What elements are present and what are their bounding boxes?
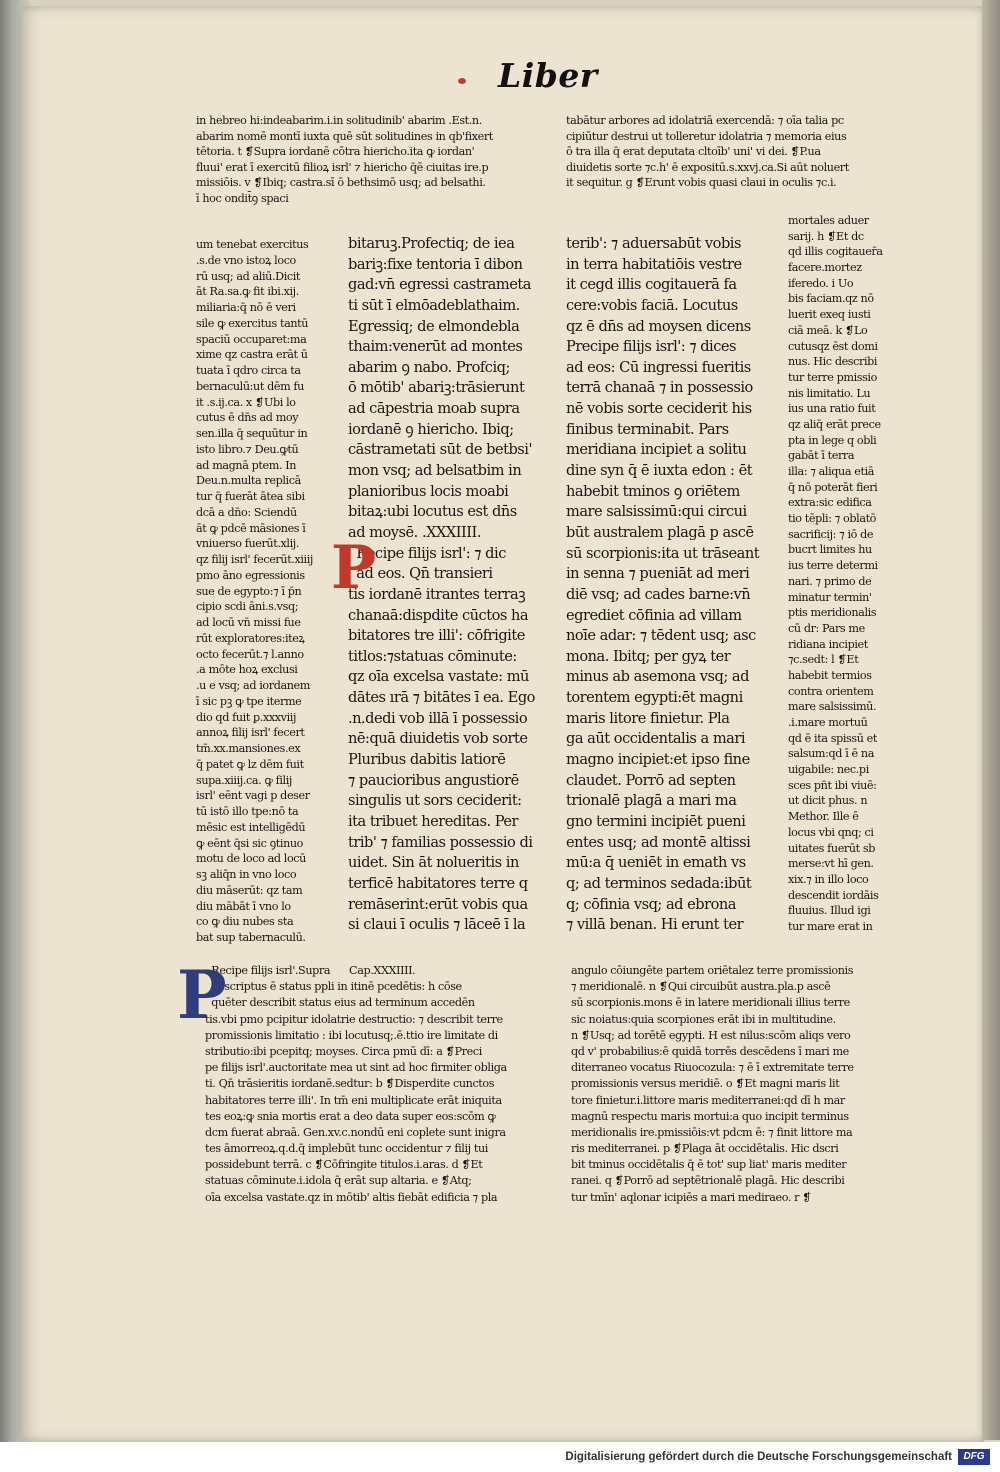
- text-line: mare salsissimū.: [788, 700, 877, 714]
- text-line: it .s.ij.ca. x ❡Ubi lo: [196, 395, 296, 409]
- text-line: ⁊ villā benan. Hi erunt ter: [566, 916, 744, 934]
- text-line: in hebreo hi:indeabarim.i.in solitudinib' abarim .Est.n.: [196, 114, 482, 127]
- text-line: stributio:ibi pcepitq; moyses. Circa pmū dī: a ❡Preci: [205, 1044, 482, 1058]
- text-line: ti. Qn̄ trāsieritis iordanē.sedtur: b ❡Disperdite cunctos: [205, 1077, 495, 1091]
- text-line: q̄ nō poterāt fieri: [788, 480, 878, 494]
- text-line: diu māserūt: qz tam: [196, 883, 303, 897]
- text-line: cutusqz ēst domi: [788, 339, 878, 353]
- text-line: torentem egypti:ēt magni: [566, 689, 743, 707]
- text-line: ius terre determi: [788, 559, 878, 573]
- text-line: ga aūt occidentalis a mari: [566, 730, 746, 748]
- text-line: terficē habitatores terre q: [348, 874, 528, 892]
- text-line: pe filijs isrl'.auctoritate mea ut sint ad hoc firmiter obliga: [205, 1061, 507, 1075]
- footer-bar: [0, 1442, 1000, 1472]
- text-line: tur q̄ fuerāt ātea sibi: [196, 490, 305, 503]
- text-line: diterraneo vocatus Riuocozula: ⁊ ē ī extremitate terre: [571, 1061, 854, 1075]
- footer-credit: Digitalisierung gefördert durch die Deutsche Forschungsgemeinschaft: [565, 1451, 952, 1463]
- text-line: claudet. Porrō ad septen: [566, 771, 736, 789]
- text-line: tur terre pmissio: [788, 370, 877, 384]
- text-line: ptis meridionalis: [788, 606, 877, 620]
- text-line: ⁊c.sedt: l ❡Et: [788, 653, 859, 667]
- text-line: n ❡Usq; ad torētē egypti. H est nilus:scōm aliqs vero: [571, 1028, 851, 1042]
- text-line: singulis ut sors ceciderit:: [348, 792, 522, 810]
- text-line: ti sūt ī elmōadeblathaim.: [348, 296, 520, 314]
- text-line: sacrificij: ⁊ iō de: [788, 527, 874, 541]
- text-line: in terra habitatiōis vestre: [566, 255, 742, 273]
- text-line: sen.illa q̄ sequūtur in: [196, 427, 308, 440]
- text-line: tore finietur.i.littore maris mediterranei:qd dī h mar: [571, 1093, 845, 1107]
- text-line: noīe adar: ⁊ tēdent usq; asc: [566, 627, 756, 645]
- text-line: tio tēpli: ⁊ oblatō: [788, 512, 877, 526]
- text-line: fluui' erat ī exercitū filioꝝ isrl' ⁊ hiericho q̄ē ciuitas ire.p: [196, 160, 489, 174]
- text-line: illa: ⁊ aliqua etiā: [788, 465, 875, 478]
- text-line: iordanē ꝯ hiericho. Ibiq;: [348, 420, 514, 438]
- text-line: egrediet cōfinia ad villam: [566, 606, 742, 624]
- text-line: qd illis cogitauer̄a: [788, 245, 883, 259]
- text-line: ⁊ meridionalē. n ❡Qui circuibūt austra.pla.p ascē: [571, 980, 831, 994]
- text-line: sic noiatus:quia scorpiones erāt ibi in multitudine.: [571, 1012, 836, 1026]
- text-line: xix.⁊ in illo loco: [788, 872, 869, 886]
- text-line: uidet. Sin āt nolueritis in: [348, 854, 519, 872]
- text-line: nari. ⁊ primo de: [788, 574, 872, 588]
- text-line: um tenebat exercitus: [196, 238, 309, 251]
- text-line: sꝫ aliq̄n in vno loco: [196, 868, 297, 881]
- text-line: nis limitatio. Lu: [788, 386, 871, 400]
- gloss-top-right: [566, 113, 849, 191]
- text-line: terib': ⁊ aduersabūt vobis: [566, 235, 741, 252]
- text-line: xime qz castra erāt ū: [196, 348, 308, 362]
- text-line: būt australem plagā p ascē: [566, 523, 754, 541]
- text-line: cāstrametati sūt de betbsi': [348, 441, 532, 459]
- text-line: abarim ꝯ nabo. Profciq;: [348, 358, 510, 376]
- text-line: missiōis. v ❡Ibiq; castra.sī ō bethsimō usq; ad belsathi.: [196, 176, 486, 190]
- text-line: luerit exeq iusti: [788, 308, 871, 322]
- text-line: promissionis limitatio : ibi locutusq;.ē.ttio ire limitate di: [205, 1028, 498, 1042]
- text-line: trionalē plagā a mari ma: [566, 792, 737, 810]
- text-line: ius una ratio fuit: [788, 402, 876, 416]
- main-text-column-2: [566, 234, 759, 936]
- text-line: ī sic pꝫ ꝙ tpe iterme: [196, 694, 302, 708]
- text-line: tabātur arbores ad idolatriā exercendā: ⁊ oīa talia pc: [566, 114, 844, 127]
- text-line: mon vsq; ad belsatbim in: [348, 462, 522, 480]
- initial-letter-blue: P: [177, 956, 227, 1034]
- text-line: facere.mortez: [788, 261, 862, 275]
- text-line: ris mediterranei. p ❡Plaga āt occidētalis. Hic dscri: [571, 1142, 839, 1156]
- text-line: .a mōte hoꝝ exclusi: [196, 663, 298, 677]
- text-line: nus. Hic describi: [788, 355, 878, 369]
- text-line: magno incipiet:et ipso fine: [566, 751, 750, 769]
- text-line: ranei. q ❡Porrō ad septētrionalē plagā. Hic describi: [571, 1174, 845, 1188]
- text-line: merse:vt hī gen.: [788, 857, 874, 871]
- text-line: qd v' probabilius:ē quidā torrēs descēdens ī mari me: [571, 1044, 849, 1058]
- text-line: it sequitur. g ❡Erunt vobis quasi claui in oculis ⁊c.i.: [566, 176, 837, 190]
- text-line: gad:vn̄ egressi castrameta: [348, 276, 531, 294]
- text-line: tētoria. t ❡Supra iordanē cōtra hiericho.ita ꝙ iordan': [196, 145, 475, 159]
- text-line: Recipe filijs isrl'.Supra Cap.XXXIIII.: [205, 964, 416, 977]
- text-line: ī hoc ondit̄ꝯ spaci: [196, 191, 289, 205]
- gloss-bottom-left: [205, 963, 507, 1206]
- text-line: āt Ra.sa.ꝙ fit ibi.xij.: [196, 285, 299, 299]
- text-line: sue de egypto:⁊ ī p̄n: [196, 584, 302, 598]
- text-line: ⁊ paucioribus angustiorē: [348, 771, 519, 789]
- text-line: descriptus ē status ppli in itinē pcedētis: h cōse: [205, 980, 462, 994]
- text-line: octo fecerūt.⁊ l.anno: [196, 647, 304, 661]
- text-line: rū usq; ad aliū.Dicit: [196, 269, 301, 283]
- text-line: q; ad terminos sedada:ibūt: [566, 874, 752, 892]
- text-line: ō tra illa q̄ erat deputata cltoīb' uni' vi dei. ❡P.ua: [566, 145, 821, 159]
- text-line: ad locū vn̄ missi fue: [196, 616, 301, 629]
- text-line: Recipe filijs isrl': ⁊ dic: [348, 544, 506, 562]
- text-line: salsum:qd ī ē na: [788, 747, 874, 761]
- text-line: .n.dedi vob illā ī possessio: [348, 709, 528, 727]
- text-line: uitates fuerūt sb: [788, 841, 876, 855]
- text-line: .i.mare mortuū: [788, 716, 868, 729]
- text-line: sū scorpionis:ita ut trāseant: [566, 544, 760, 562]
- text-line: entes usq; ad montē altissi: [566, 833, 751, 851]
- text-line: Deu.n.multa replicā: [196, 474, 301, 488]
- text-line: .u e vsq; ad iordanem: [196, 679, 310, 692]
- text-line: oīa excelsa vastate.qz in mōtib' altis fiebāt edificia ⁊ pla: [205, 1190, 498, 1204]
- text-line: ad moysē. .XXXIIII.: [348, 523, 481, 541]
- text-line: dine syn q̄ ē iuxta edon : ēt: [566, 462, 753, 480]
- text-line: qz filij isrl' fecerūt.xiiij: [196, 553, 313, 566]
- text-line: tur tmīn' aqlonar icipiēs a mari mediraeo. r ❡: [571, 1190, 812, 1204]
- text-line: it cegd illis cogitauerā fa: [566, 276, 737, 294]
- text-line: diu mābāt ī vno lo: [196, 899, 291, 913]
- text-line: spaciū occuparet:ma: [196, 332, 307, 346]
- text-line: tis iordanē itrantes terraꝫ: [348, 585, 526, 603]
- text-line: bucrt limites hu: [788, 543, 872, 557]
- text-line: extra:sic edifica: [788, 496, 872, 510]
- gloss-left-column: [196, 237, 313, 946]
- text-line: locus vbi qnq; ci: [788, 825, 874, 839]
- text-line: sile ꝙ exercitus tantū: [196, 316, 309, 330]
- text-line: diuidetis sorte ⁊c.h' ē expositū.s.xxvj.ca.Si aūt noluert: [566, 160, 849, 174]
- text-line: bariꝫ:fixe tentoria ī dibon: [348, 255, 523, 273]
- text-line: maris litore finietur. Pla: [566, 709, 730, 727]
- text-line: bat sup tabernaculū.: [196, 931, 306, 944]
- text-line: thaim:venerūt ad montes: [348, 338, 523, 356]
- text-line: remāserint:erūt vobis qua: [348, 895, 528, 913]
- text-line: ō mōtib' abariꝫ:trāsierunt: [348, 379, 525, 397]
- text-line: mēsic est intelligēdū: [196, 820, 306, 834]
- text-line: diē vsq; ad cades barne:vn̄: [566, 585, 751, 603]
- red-rubric-mark: [458, 78, 466, 84]
- text-line: chanaā:dispdite cūctos ha: [348, 606, 529, 624]
- text-line: quēter describit status eius ad terminum accedēn: [205, 996, 475, 1010]
- text-line: Precipe filijs isrl': ⁊ dices: [566, 338, 737, 356]
- initial-letter-red: P: [331, 533, 377, 603]
- text-line: planioribus locis moabi: [348, 482, 509, 500]
- gloss-top-left: [196, 113, 493, 207]
- text-line: contra orientem: [788, 684, 874, 698]
- text-line: ad eos: Cū ingressi fueritis: [566, 358, 751, 376]
- text-line: sū scorpionis.mons ē in latere meridionali illius terre: [571, 996, 850, 1010]
- text-line: āt ꝙ pdcē māsiones ī: [196, 521, 306, 535]
- text-line: cipiūtur destrui ut tolleretur idolatria ⁊ memoria eius: [566, 129, 847, 143]
- text-line: gabāt ī terra: [788, 449, 855, 463]
- text-line: promissionis versus meridiē. o ❡Et magni maris lit: [571, 1077, 840, 1091]
- text-line: tur mare erat in: [788, 919, 873, 933]
- text-line: uigabile: nec.pi: [788, 763, 869, 777]
- text-line: pta in lege q obli: [788, 433, 877, 447]
- text-line: rūt exploratores:iteꝝ: [196, 631, 305, 645]
- text-line: ciā meā. k ❡Lo: [788, 323, 868, 337]
- text-line: ridiana incipiet: [788, 637, 868, 651]
- text-line: descendit iordāis: [788, 888, 879, 902]
- text-line: ad eos. Qn̄ transieri: [348, 565, 493, 583]
- text-line: q̄ patet ꝙ lz dēm fuit: [196, 757, 304, 771]
- text-line: meridionalis ire.pmissiōis:vt pdcm ē: ⁊ finit littore ma: [571, 1125, 853, 1139]
- text-line: titlos:⁊statuas cōminute:: [348, 647, 517, 665]
- text-line: dio qd fuit ꝑ.xxxviij: [196, 710, 297, 724]
- text-line: isrl' eēnt vagi p deser: [196, 789, 310, 803]
- gloss-bottom-right: [571, 963, 854, 1206]
- text-line: iferedo. i Uo: [788, 276, 854, 290]
- text-line: qd ē ita spissū et: [788, 731, 877, 745]
- text-line: Methor. Ille ē: [788, 810, 859, 824]
- text-line: tm̄.xx.mansiones.ex: [196, 742, 301, 755]
- text-line: qz aliq̄ erāt prece: [788, 417, 881, 431]
- text-line: magnū respectu maris mortui:a quo incipit terminus: [571, 1109, 849, 1123]
- text-line: Pluribus dabitis latiorē: [348, 751, 506, 769]
- text-line: habitatores terre illi'. In tm̄ eni multiplicate erāt iniquita: [205, 1093, 502, 1107]
- text-line: bitatores tre illi': cōfrigite: [348, 627, 525, 645]
- text-line: tuata ī qdro circa ta: [196, 364, 301, 377]
- text-line: fluuius. Illud igi: [788, 904, 871, 918]
- text-line: angulo cōiungēte partem oriētalez terre promissionis: [571, 964, 854, 977]
- text-line: dcā a dn̄o: Sciendū: [196, 505, 297, 519]
- text-line: tis.vbi pmo pcipitur idolatrie destructio: ⁊ describit terre: [205, 1012, 503, 1026]
- text-line: co ꝙ diu nubes sta: [196, 915, 294, 929]
- text-line: possidebunt terrā. c ❡Cōfringite titulos.i.aras. d ❡Et: [205, 1158, 483, 1172]
- text-line: in senna ⁊ pueniāt ad meri: [566, 565, 750, 583]
- text-line: nē vobis sorte ceciderit his: [566, 400, 752, 418]
- text-line: dcm fuerat abraā. Gen.xv.c.nondū eni coplete sunt inigra: [205, 1125, 506, 1139]
- text-line: mū:a q̄ ueniēt in emath vs: [566, 854, 746, 872]
- text-line: miliaria:q̄ nō ē veri: [196, 301, 296, 314]
- text-line: gno termini incipiēt pueni: [566, 812, 746, 830]
- text-line: si claui ī oculis ⁊ lāceē ī la: [348, 916, 526, 934]
- text-line: cipio scdi āni.s.vsq;: [196, 600, 299, 614]
- text-line: tes āmorreoꝝ.q.d.q̄ implebūt tunc occidentur ⁊ filij tui: [205, 1142, 488, 1156]
- text-line: mortales aduer: [788, 214, 869, 227]
- text-line: sarij. h ❡Et dc: [788, 229, 864, 243]
- page-right-edge: [982, 0, 1000, 1440]
- text-line: tes eoꝝ:ꝙ snia mortis erat a deo data super eos:scōm ꝙ: [205, 1109, 496, 1123]
- text-line: ꝙ eēnt q̄si sic ꝯtinuo: [196, 836, 304, 850]
- text-line: finibus terminabit. Pars: [566, 420, 729, 438]
- text-line: Egressiq; de elmondebla: [348, 317, 520, 335]
- text-line: sces pn̄t ibi viuē:: [788, 778, 877, 792]
- text-line: supa.xiiij.ca. ꝙ filij: [196, 773, 292, 787]
- text-line: qz oīa excelsa vastate: mū: [348, 668, 529, 686]
- text-line: abarim nomē montī iuxta quē sūt solitudines in qb'fixert: [196, 129, 493, 143]
- text-line: tū istō illo tpe:nō ta: [196, 805, 299, 818]
- text-line: habebit tminos ꝯ oriētem: [566, 482, 740, 500]
- text-line: ad magnā ptem. In: [196, 458, 297, 472]
- text-line: ita tribuet hereditas. Per: [348, 812, 519, 830]
- text-line: bitaruꝫ.Profectiq; de iea: [348, 235, 515, 252]
- text-line: ad cāpestria moab supra: [348, 400, 520, 418]
- text-line: pmo āno egressionis: [196, 568, 305, 582]
- text-line: vniuerso fuerūt.xlij.: [196, 537, 299, 551]
- text-line: ut dicit phus. n: [788, 794, 868, 808]
- text-line: cutus ē dn̄s ad moy: [196, 411, 299, 425]
- text-line: mona. Ibitq; per gyꝝ ter: [566, 647, 731, 665]
- text-line: cū dr: Pars me: [788, 621, 865, 635]
- text-line: statuas cōminute.i.idola q̄ erāt sup altaria. e ❡Atq;: [205, 1174, 472, 1188]
- text-line: q; cōfinia vsq; ad ebrona: [566, 895, 736, 913]
- text-line: bitaꝝ:ubi locutus est dn̄s: [348, 503, 517, 521]
- text-line: nē:quā diuidetis vob sorte: [348, 730, 528, 748]
- text-line: motu de loco ad locū: [196, 852, 306, 866]
- running-head: Liber: [498, 56, 598, 95]
- text-line: annoꝝ filij isrl' fecert: [196, 726, 305, 740]
- text-line: minatur termin': [788, 590, 872, 604]
- gloss-right-column: [788, 213, 883, 935]
- text-line: bernaculū:ut dēm fu: [196, 379, 304, 393]
- text-line: .s.de vno istoꝝ loco: [196, 253, 296, 267]
- text-line: cere:vobis faciā. Locutus: [566, 296, 738, 314]
- text-line: mare salsissimū:qui circui: [566, 503, 747, 521]
- text-line: habebit termios: [788, 668, 872, 682]
- text-line: terrā chanaā ⁊ in possessio: [566, 379, 753, 397]
- text-line: meridiana incipiet a solitu: [566, 441, 747, 459]
- dfg-logo: DFG: [958, 1449, 990, 1465]
- text-line: qz ē dn̄s ad moysen dicens: [566, 317, 751, 335]
- text-line: minus ab asemona vsq; ad: [566, 668, 749, 686]
- text-line: trib' ⁊ familias possessio di: [348, 833, 533, 851]
- text-line: dātes ırā ⁊ bitātes ī ea. Ego: [348, 689, 535, 707]
- text-line: bis faciam.qz nō: [788, 292, 874, 306]
- text-line: isto libro.⁊ Deu.ꝙtū: [196, 442, 299, 456]
- text-line: bit tminus occidētalis q̄ ē tot' sup liat' maris mediter: [571, 1158, 847, 1172]
